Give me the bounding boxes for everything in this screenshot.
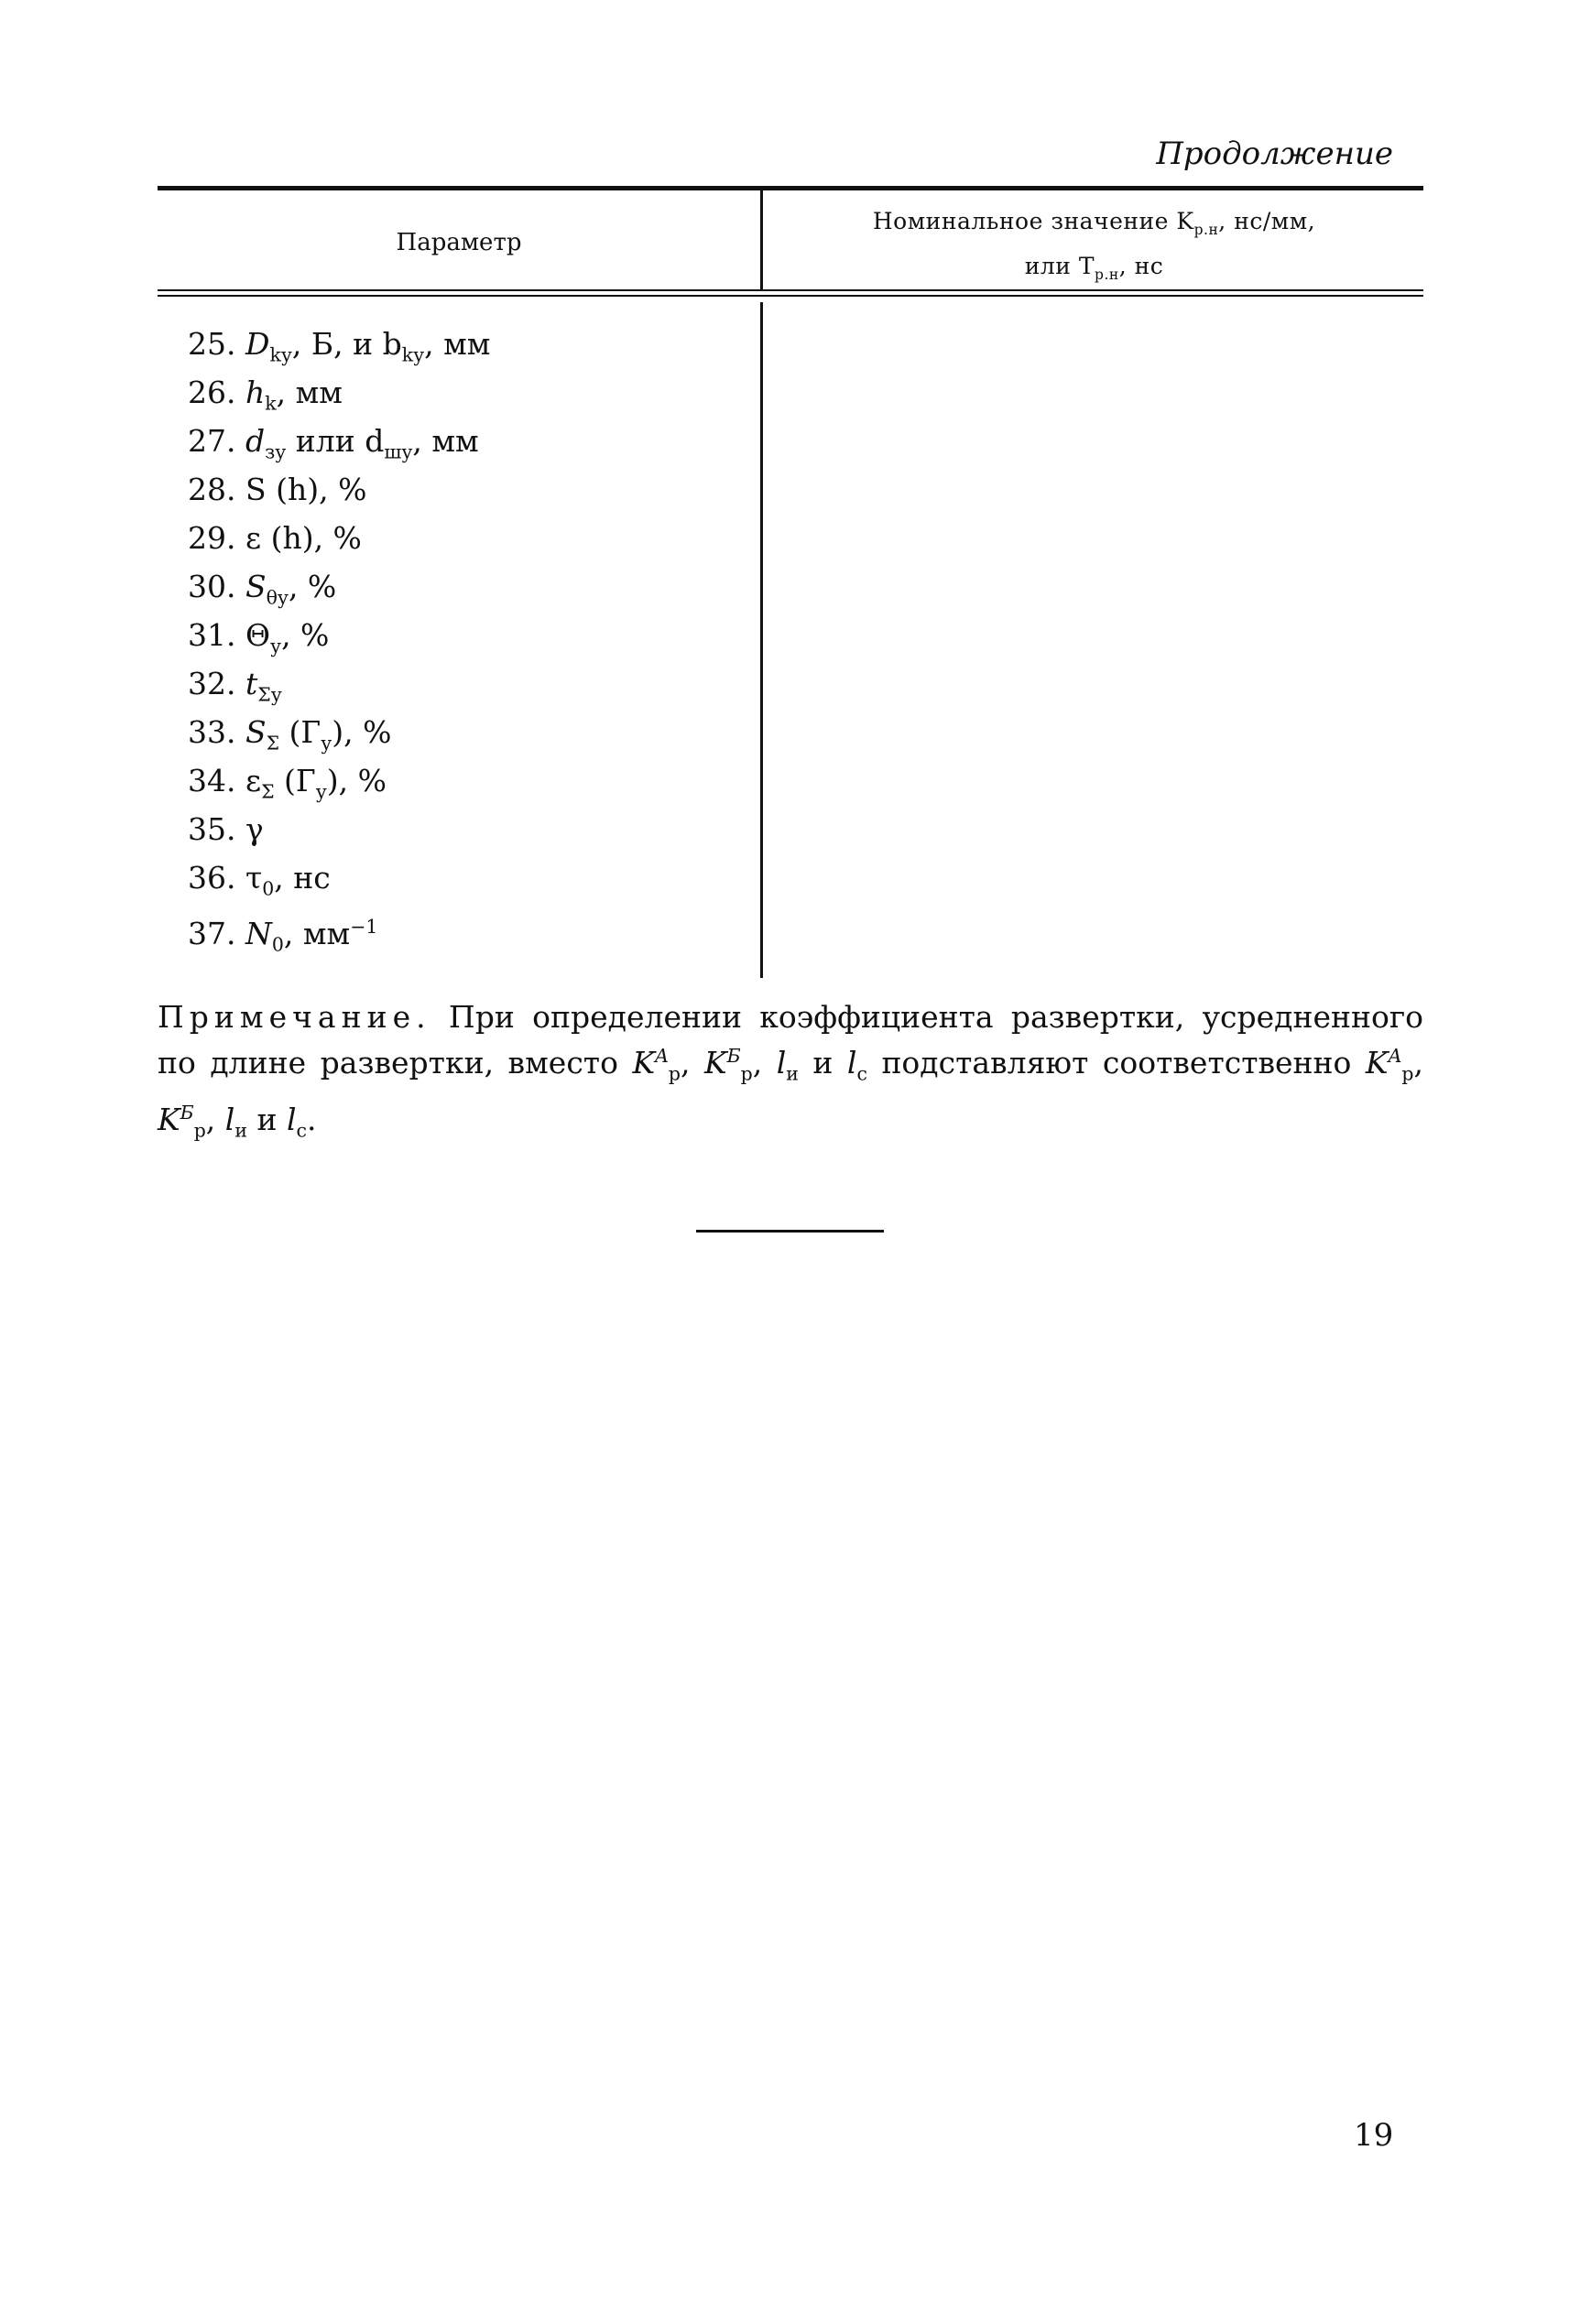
footnote-line-2: по длине развертки, вместо $K^A_р$, $K^Б_р$, $l_и$ и $l_с$ подставляют соответственно $K^A_р$,: [158, 1045, 1423, 1085]
table-row: 33. $S_\Sigma$ $(Г_у)$, %: [188, 714, 392, 755]
column-header-parameter: Параметр: [396, 229, 522, 256]
table-row: 32. $t_{\Sigma у}$: [188, 666, 282, 706]
table-row: 37. $N_0$, $мм^{-1}$: [188, 916, 378, 956]
table-row: 35. γ: [188, 811, 264, 847]
column-header-nominal: Номинальное значение $K_{р.н}$, нс/мм, или $T_{р.н}$, нс: [872, 208, 1316, 283]
table-row: 25. $D_{kу}$, Б, и $b_{kу}$, мм: [188, 326, 491, 366]
footnote-line-3: $K^Б_р$, $l_и$ и $l_с$.: [158, 1101, 317, 1142]
parameter-list: [188, 325, 490, 956]
header-double-rule-bottom: [158, 295, 1423, 297]
section-end-rule: [696, 1230, 884, 1233]
table-row: 34. $\varepsilon_\Sigma$ $(Г_у)$, %: [188, 763, 387, 803]
table-top-rule: [158, 186, 1423, 190]
table-row: 29. ε (h), %: [188, 520, 362, 556]
table-row: 28. S (h), %: [188, 472, 367, 507]
page-number: 19: [1354, 2117, 1394, 2154]
footnote-label: Примечание.: [158, 999, 431, 1035]
continuation-label: Продолжение: [1156, 136, 1393, 172]
header-double-rule-top: [158, 289, 1423, 291]
table-body-divider: [760, 302, 763, 978]
footnote: [158, 998, 1423, 1149]
table-row: 30. $S_{\theta у}$, %: [188, 569, 337, 609]
footnote-line-1: Примечание. При определении коэффициента развертки, усредненного: [158, 999, 1423, 1035]
table-row: 27. $d_{зу}$ или $d_{шу}$, мм: [188, 423, 479, 463]
table-row: 36. $\tau_0$, нс: [188, 860, 331, 900]
table-row: 26. $h_k$, мм: [188, 375, 343, 415]
table-header-divider: [760, 190, 763, 289]
table-row: 31. $\Theta_у$, %: [188, 617, 330, 657]
